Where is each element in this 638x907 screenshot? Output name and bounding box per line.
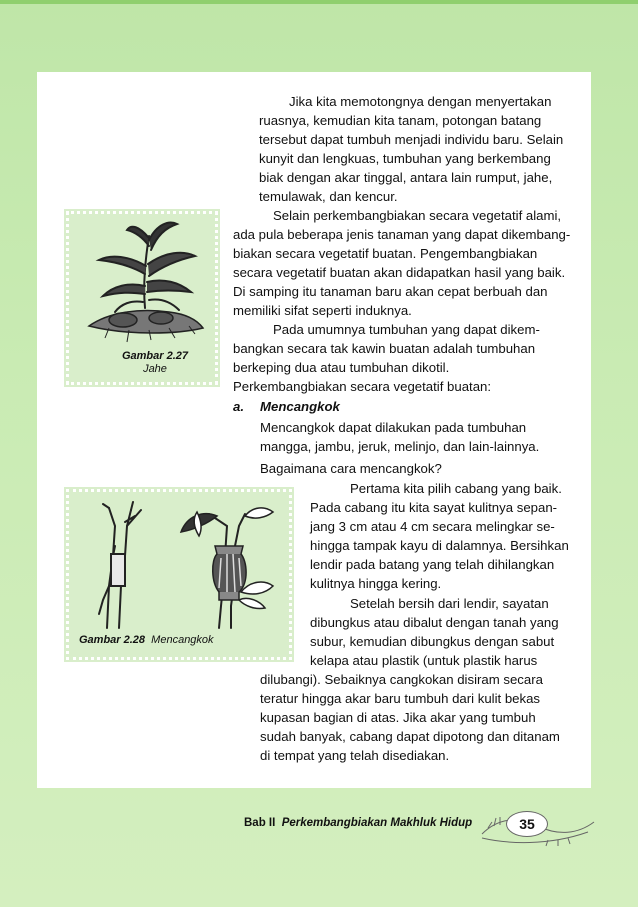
text-line: secara vegetatif buatan akan didapatkan hasil yang baik. [233,265,566,281]
text-line: Pertama kita pilih cabang yang baik. [350,481,562,496]
page-top-edge [0,0,638,4]
paragraph-9 [260,670,573,765]
text-line: teratur hingga akar baru tumbuh dari kulit bekas [260,691,541,707]
figure-mencangkok-label: Gambar 2.28 [79,634,146,646]
text-line: bangkan secara tak kawin buatan adalah tumbuhan [233,341,536,357]
text-line: jang 3 cm atau 4 cm secara melingkar se- [310,519,555,535]
section-title: Mencangkok [260,399,340,414]
figure-jahe-title: Jahe [143,363,167,375]
text-line: ruasnya, kemudian kita tanam, potongan batang [259,113,542,129]
text-line: lendir pada batang yang telah dihilangkan [310,557,555,573]
text-line: hingga tampak kayu di dalamnya. Bersihkan [310,538,569,554]
paragraph-2 [233,206,573,321]
paragraph-3 [233,320,573,377]
paragraph-5 [260,418,573,456]
text-line: Perkembangbiakan secara vegetatif buatan: [233,379,492,394]
text-line: Selain perkembangbiakan secara vegetatif alami, [273,208,562,223]
paragraph-6 [260,459,573,478]
grafting-illustration [69,496,289,631]
footer-chapter [244,817,472,829]
figure-jahe-label: Gambar 2.27 [121,350,189,362]
text-line: sudah banyak, cabang dapat dipotong dan ditanam [260,729,560,745]
ginger-plant-illustration [69,216,215,346]
paragraph-8 [310,594,573,670]
text-line: kelapa atau plastik (untuk plastik harus [310,653,538,669]
footer-chapter-title: Perkembangbiakan Makhluk Hidup [281,817,473,829]
text-line: memiliki sifat seperti induknya. [233,303,412,319]
text-line: temulawak, dan kencur. [259,189,398,205]
section-marker: a. [233,399,244,414]
text-line: berkeping dua atau tumbuhan dikotil. [233,360,450,376]
footer-chapter-label: Bab II [244,817,276,829]
text-line: tersebut dapat tumbuh menjadi individu baru. Selain [259,132,564,148]
paragraph-1 [259,92,573,207]
text-line: kupasan bagian di atas. Jika akar yang tumbuh [260,710,536,726]
text-line: di tempat yang telah disediakan. [260,748,450,764]
text-line: kulitnya hingga kering. [310,576,442,592]
text-line: kunyit dan lengkuas, tumbuhan yang berkembang [259,151,551,167]
text-line: Pada umumnya tumbuhan yang dapat dikem- [273,322,540,337]
figure-jahe-caption [105,350,205,376]
text-line: ada pula beberapa jenis tanaman yang dapat dikembang- [233,227,571,243]
text-line: dibungkus atau dibalut dengan tanah yang [310,615,559,631]
text-line: Di samping itu tanaman baru akan cepat berbuah dan [233,284,548,300]
text-line: biakan secara vegetatif buatan. Pengembangbiakan [233,246,538,262]
text-line: subur, kemudian dibungkus dengan sabut [310,634,555,650]
figure-mencangkok-box [66,489,292,660]
text-line: Bagaimana cara mencangkok? [260,461,442,476]
text-line: biak dengan akar tinggal, antara lain rumput, jahe, [259,170,553,186]
text-line: dilubangi). Sebaiknya cangkokan disiram secara [260,672,543,687]
text-line: Setelah bersih dari lendir, sayatan [350,596,549,611]
text-line: mangga, jambu, jeruk, melinjo, dan lain-lainnya. [260,439,540,455]
figure-jahe-box [66,211,218,385]
paragraph-4 [233,377,573,396]
figure-mencangkok-title: Mencangkok [151,634,214,646]
text-line: Jika kita memotongnya dengan menyertakan [289,94,552,109]
paragraph-7 [310,479,573,594]
text-line: Pada cabang itu kita sayat kulitnya sepan- [310,500,558,516]
section-heading-mencangkok [233,399,340,414]
figure-mencangkok-caption [79,634,279,646]
page-number: 35 [506,811,548,837]
text-line: Mencangkok dapat dilakukan pada tumbuhan [260,420,527,435]
